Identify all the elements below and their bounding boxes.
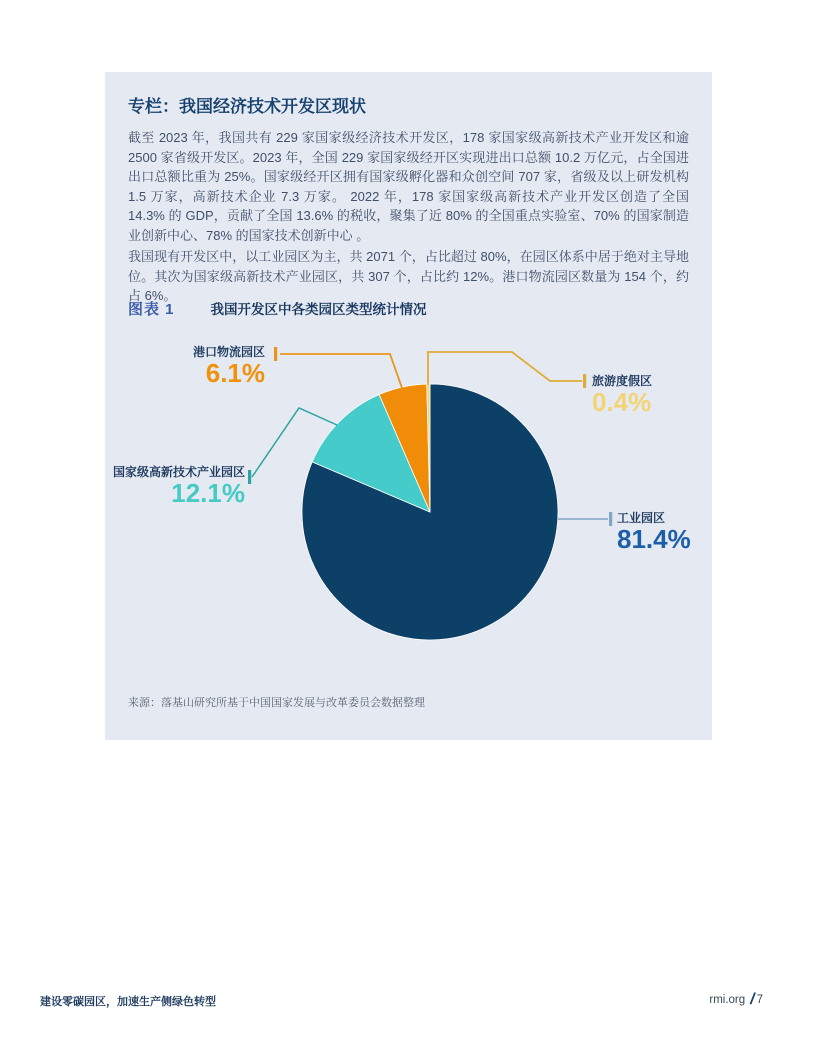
panel-title: 专栏：我国经济技术开发区现状	[128, 97, 366, 116]
pie-label-hightech	[105, 465, 245, 508]
slash-icon: /	[750, 991, 755, 1008]
paragraph-2: 我国现有开发区中，以工业园区为主，共 2071 个，占比超过 80%，在园区体系中居于绝对主导地位。其次为国家级高新技术产业园区，共 307 个，占比约 12%。港口物流园区数量为 154 个，约占 6%。	[128, 249, 689, 303]
paragraph-1: 截至 2023 年，我国共有 229 家国家级经济技术开发区，178 家国家级高新技术产业开发区和逾 2500 家省级开发区。2023 年，全国 229 家国家级经开区实现进出口总额 10.2 万亿元，占全国进出口总额比重为 25%。国家级经开区拥有国家级孵化器和众创空间 707 家，省级及以上研发机构 1.5 万家，高新技术企业 7.3 万家。 2022 年，178 家国家级高新技术产业开发区创造了全国 14.3% 的 GDP，贡献了全国 13.6% 的税收，聚集了近 80% 的全国重点实验室、70% 的国家制造业创新中心、78% 的国家技术创新中心 。	[128, 130, 689, 243]
leader-tick-port	[274, 347, 277, 361]
footer-site-url: rmi.org	[709, 994, 746, 1006]
leader-tick-tourism	[583, 374, 586, 388]
pie-label-tourism-name: 旅游度假区	[592, 374, 653, 388]
pie-label-industrial-pct: 81.4%	[617, 524, 691, 554]
pie-label-port-name: 港口物流园区	[192, 345, 265, 359]
leader-line-tourism	[428, 352, 582, 385]
pie-label-industrial	[617, 511, 737, 554]
pie-label-industrial-name: 工业园区	[617, 511, 666, 525]
pie-label-hightech-pct: 12.1%	[171, 478, 245, 508]
pie-label-tourism-pct: 0.4%	[592, 387, 652, 417]
leader-line-port	[280, 354, 402, 388]
pie-label-port-pct: 6.1%	[205, 358, 265, 388]
pie-label-port	[123, 345, 265, 388]
leader-tick-hightech	[248, 470, 251, 484]
footer-meta	[709, 991, 763, 1009]
leader-tick-industrial	[609, 512, 612, 526]
pie-label-hightech-name: 国家级高新技术产业园区	[112, 465, 245, 479]
feature-box	[105, 72, 712, 740]
pie-label-tourism	[592, 374, 712, 417]
footer-page-number: 7	[756, 994, 763, 1006]
source-note: 来源：落基山研究所基于中国国家发展与改革委员会数据整理	[128, 697, 425, 709]
footer-tagline: 建设零碳园区，加速生产侧绿色转型	[40, 996, 216, 1008]
figure-number-label: 图表 1	[128, 301, 175, 318]
figure-title: 我国开发区中各类园区类型统计情况	[210, 302, 427, 317]
